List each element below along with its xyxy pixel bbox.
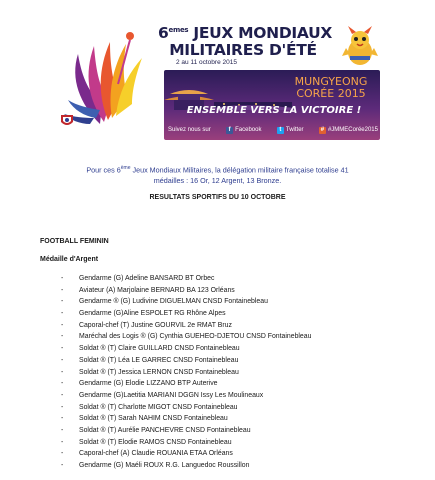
athlete-entry: Soldat ® (T) Claire GUILLARD CNSD Fontainebleau	[79, 345, 240, 353]
list-item	[61, 308, 311, 320]
intro-paragraph	[40, 163, 395, 186]
event-banner	[60, 22, 380, 140]
list-item	[61, 285, 311, 297]
banner-titles	[158, 22, 333, 66]
athlete-entry: Gendarme ® (G) Ludivine DIGUELMAN CNSD Fontainebleau	[79, 298, 268, 306]
follow-text: Suivez nous sur	[168, 127, 211, 133]
list-item	[61, 390, 311, 402]
list-bullet: -	[61, 462, 64, 469]
section-title: FOOTBALL FEMININ	[40, 238, 109, 245]
athlete-entry: Soldat ® (T) Sarah NAHIM CNSD Fontainebleau	[79, 415, 228, 423]
list-bullet: -	[61, 275, 64, 282]
list-bullet: -	[61, 415, 64, 423]
intro-line1: Pour ces 6ème Jeux Mondiaux Militaires, la délégation militaire française totalise 41	[86, 165, 349, 175]
facebook-label: Facebook	[235, 127, 262, 133]
list-bullet: -	[61, 438, 64, 446]
athlete-entry: Soldat ® (T) Aurélie PANCHEVRE CNSD Fontainebleau	[79, 426, 251, 434]
list-bullet: -	[61, 450, 64, 458]
intro-line2: médailles : 16 Or, 12 Argent, 13 Bronze.	[153, 175, 282, 185]
hashtag-icon: #	[320, 126, 325, 133]
hashtag-link[interactable]	[319, 127, 378, 134]
host-city-panel	[164, 70, 380, 140]
list-bullet: -	[61, 286, 64, 294]
list-item	[61, 402, 311, 414]
medal-title: Médaille d'Argent	[40, 256, 99, 263]
list-bullet: -	[61, 403, 64, 411]
list-bullet: -	[61, 391, 64, 399]
banner-title-line1: 6emes JEUX MONDIAUX	[158, 24, 333, 42]
list-bullet: -	[61, 426, 64, 434]
list-item	[61, 367, 311, 379]
athlete-entry: Gendarme (G)Laetitia MARIANI DGGN Issy Les Moulineaux	[79, 391, 264, 399]
list-bullet: -	[61, 356, 64, 364]
athlete-entry: Soldat ® (T) Elodie RAMOS CNSD Fontainebleau	[79, 438, 232, 446]
host-city-line2: CORÉE 2015	[296, 87, 366, 100]
list-item	[61, 331, 311, 343]
federation-emblem-icon	[60, 114, 74, 128]
twitter-icon: t	[277, 127, 284, 134]
list-item	[61, 355, 311, 367]
banner-dates: 2 au 11 octobre 2015	[176, 59, 237, 66]
athlete-entry: Gendarme (G) Elodie LIZZANO BTP Auterive	[79, 380, 218, 388]
list-item	[61, 448, 311, 460]
list-item	[61, 378, 311, 390]
host-city-line1: MUNGYEONG	[294, 75, 368, 88]
host-city	[286, 76, 376, 100]
athlete-entry: Gendarme (G) Adeline BANSARD BT Orbec	[79, 275, 215, 282]
list-bullet: -	[61, 298, 64, 306]
athlete-entry: Soldat ® (T) Jessica LERNON CNSD Fontainebleau	[79, 368, 239, 376]
list-item	[61, 437, 311, 449]
athlete-entry: Gendarme (G)Aline ESPOLET RG Rhône Alpes	[79, 310, 226, 318]
list-bullet: -	[61, 310, 64, 318]
list-item	[61, 343, 311, 355]
list-bullet: -	[61, 345, 64, 353]
list-item	[61, 413, 311, 425]
list-item	[61, 273, 311, 285]
facebook-link[interactable]	[226, 127, 261, 134]
list-bullet: -	[61, 368, 64, 376]
list-item	[61, 425, 311, 437]
banner-title-line2: MILITAIRES D'ÉTÉ	[169, 41, 317, 59]
twitter-link[interactable]	[277, 127, 304, 134]
social-bar	[168, 124, 378, 136]
hashtag-label: #JMMECorée2015	[327, 127, 378, 133]
list-bullet: -	[61, 321, 64, 329]
list-item	[61, 296, 311, 308]
list-bullet: -	[61, 380, 64, 388]
athlete-entry: Aviateur (A) Marjolaine BERNARD BA 123 Orléans	[79, 286, 235, 294]
list-item	[61, 460, 311, 472]
twitter-label: Twitter	[285, 127, 304, 133]
mascot-icon	[340, 26, 380, 70]
athlete-entry: Soldat ® (T) Léa LE GARREC CNSD Fontainebleau	[79, 356, 239, 364]
athlete-entry: Caporal-chef (T) Justine GOURVIL 2e RMAT Bruz	[79, 321, 232, 329]
list-item	[61, 320, 311, 332]
results-title: RESULTATS SPORTIFS DU 10 OCTOBRE	[149, 194, 286, 201]
athlete-entry: Caporal-chef (A) Claudie ROUANIA ETAA Orléans	[79, 450, 233, 458]
facebook-icon: f	[226, 127, 233, 134]
athlete-entry: Soldat ® (T) Charlotte MIGOT CNSD Fontainebleau	[79, 403, 238, 411]
athlete-entry: Maréchal des Logis ® (G) Cynthia GUEHEO-DJETOU CNSD Fontainebleau	[79, 333, 312, 341]
athlete-entry: Gendarme (G) Maéli ROUX R.G. Languedoc Roussillon	[79, 462, 250, 469]
athlete-list	[61, 273, 311, 472]
banner-motto: ENSEMBLE VERS LA VICTOIRE !	[186, 105, 362, 116]
list-bullet: -	[61, 333, 64, 341]
